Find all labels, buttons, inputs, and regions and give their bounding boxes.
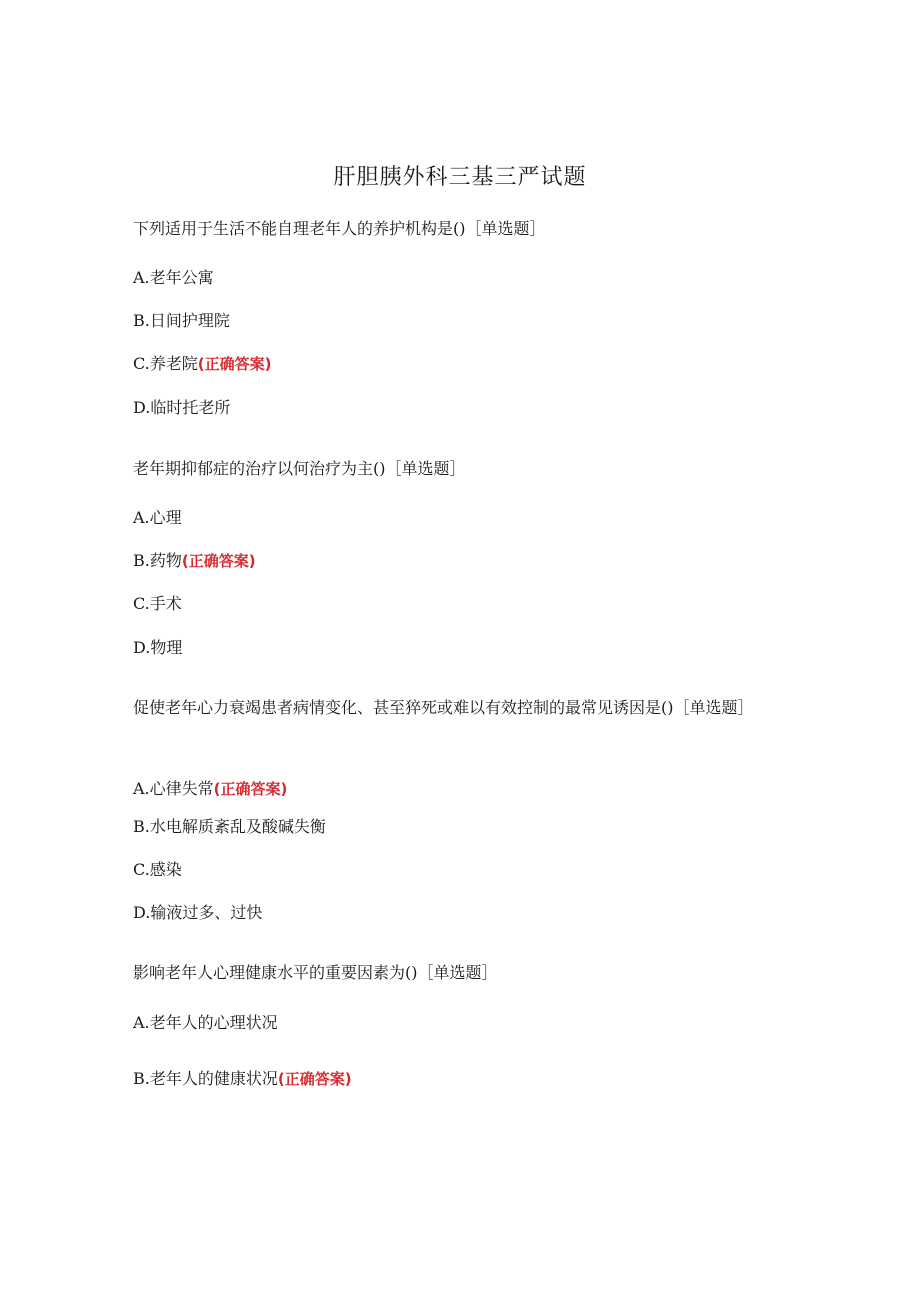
option-letter: C. (133, 860, 150, 879)
correct-answer-marker: (正确答案) (277, 1070, 352, 1088)
correct-answer-marker: (正确答案) (181, 552, 256, 570)
option-letter: C. (133, 354, 150, 373)
option-text: 日间护理院 (149, 311, 230, 330)
document-title: 肝胆胰外科三基三严试题 (333, 165, 587, 190)
question-2-text: 老年期抑郁症的治疗以何治疗为主()［单选题］ (133, 459, 466, 478)
option-letter: C. (133, 594, 150, 613)
option-letter: B. (133, 311, 150, 330)
option-text: 心理 (149, 508, 182, 527)
option-text: 老年公寓 (149, 268, 214, 287)
question-2-option-b (133, 549, 256, 573)
option-letter: A. (133, 779, 150, 798)
option-text: 物理 (150, 638, 183, 657)
option-letter: A. (133, 508, 150, 527)
question-3-text: 促使老年心力衰竭患者病情变化、甚至猝死或难以有效控制的最常见诱因是()［单选题］ (133, 698, 754, 717)
question-1-option-a (133, 266, 214, 290)
option-letter: B. (133, 817, 150, 836)
question-1-option-b (133, 309, 230, 333)
question-2-option-c (133, 592, 182, 616)
option-text: 水电解质紊乱及酸碱失衡 (149, 817, 326, 836)
option-text: 养老院 (149, 354, 198, 373)
option-letter: B. (133, 551, 150, 570)
option-text: 心律失常 (149, 779, 214, 798)
question-1-option-c (133, 352, 272, 376)
option-letter: D. (133, 638, 151, 657)
question-4-text: 影响老年人心理健康水平的重要因素为()［单选题］ (133, 963, 498, 982)
question-3-option-c (133, 858, 182, 882)
option-text: 输液过多、过快 (150, 903, 263, 922)
correct-answer-marker: (正确答案) (213, 780, 288, 798)
option-letter: A. (133, 1013, 150, 1032)
question-1-text: 下列适用于生活不能自理老年人的养护机构是()［单选题］ (133, 219, 546, 238)
question-4-option-b (133, 1067, 352, 1091)
option-text: 老年人的心理状况 (149, 1013, 278, 1032)
question-3-option-a (133, 777, 287, 801)
option-text: 手术 (149, 594, 182, 613)
option-letter: B. (133, 1069, 150, 1088)
option-letter: D. (133, 903, 151, 922)
question-3-option-b (133, 815, 326, 839)
option-text: 临时托老所 (150, 398, 231, 417)
question-2-option-a (133, 506, 182, 530)
question-1-option-d (133, 396, 230, 420)
option-text: 药物 (149, 551, 182, 570)
correct-answer-marker: (正确答案) (197, 355, 272, 373)
option-text: 感染 (149, 860, 182, 879)
question-4-option-a (133, 1011, 278, 1035)
question-2-option-d (133, 636, 182, 660)
option-letter: A. (133, 268, 150, 287)
question-3-option-d (133, 901, 262, 925)
option-letter: D. (133, 398, 151, 417)
option-text: 老年人的健康状况 (149, 1069, 278, 1088)
